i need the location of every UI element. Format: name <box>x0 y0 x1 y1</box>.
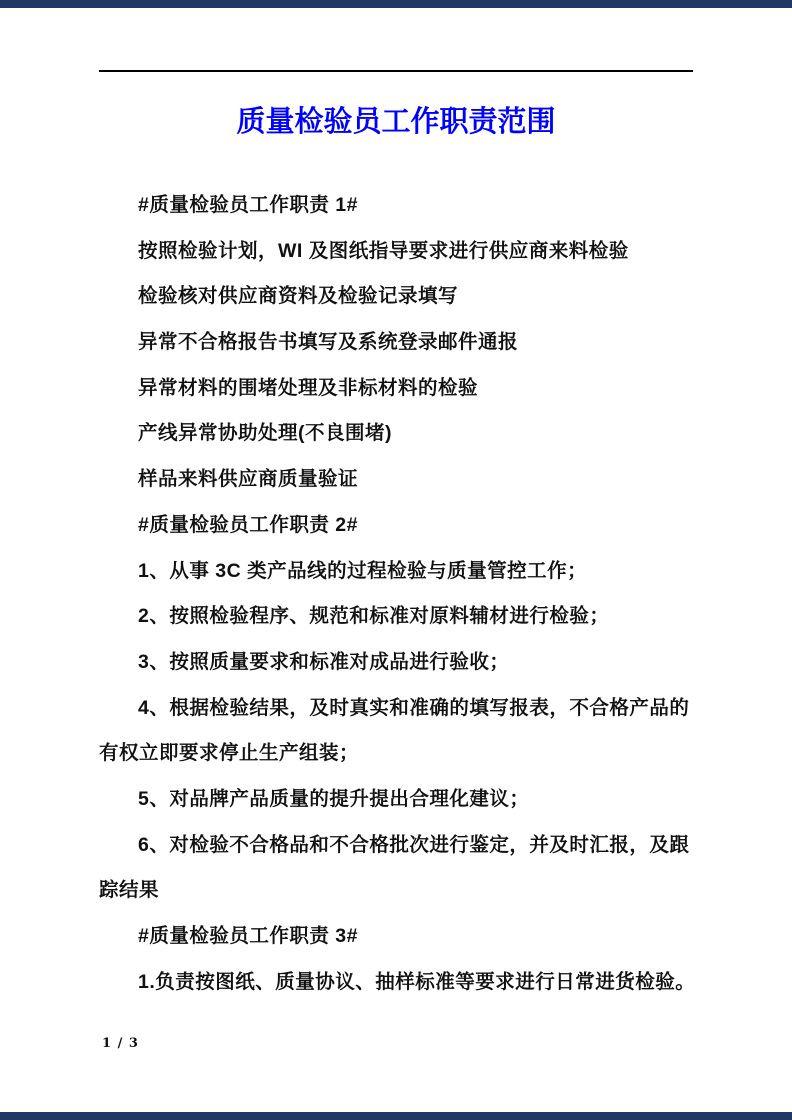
paragraph-line: 异常不合格报告书填写及系统登录邮件通报 <box>138 331 519 354</box>
page-title: 质量检验员工作职责范围 <box>236 106 556 138</box>
paragraph-line: #质量检验员工作职责 3# <box>138 925 358 947</box>
paragraph-line: 5、对品牌产品质量的提升提出合理化建议； <box>138 787 530 810</box>
paragraph-line: 异常材料的围堵处理及非标材料的检验 <box>138 376 479 399</box>
paragraph-line: 样品来料供应商质量验证 <box>138 468 359 491</box>
page-number-indicator: 1 / 3 <box>102 1036 139 1051</box>
paragraph-line: 1.负责按图纸、质量协议、抽样标准等要求进行日常进货检验。 <box>138 970 696 993</box>
bottom-edge-bar <box>0 1112 792 1120</box>
paragraph-line: 检验核对供应商资料及检验记录填写 <box>138 285 459 308</box>
paragraph-line: 1、从事 3C 类产品线的过程检验与质量管控工作； <box>138 559 588 582</box>
document-body <box>99 183 696 1005</box>
paragraph-line: 2、按照检验程序、规范和标准对原料辅材进行检验； <box>138 605 610 628</box>
paragraph-line: #质量检验员工作职责 1# <box>138 194 358 216</box>
paragraph-line: 3、按照质量要求和标准对成品进行验收； <box>138 650 510 673</box>
top-edge-bar <box>0 0 792 8</box>
paragraph-line: 踪结果 <box>99 879 160 902</box>
header-divider <box>99 70 693 72</box>
paragraph-line: 按照检验计划，WI 及图纸指导要求进行供应商来料检验 <box>138 239 629 262</box>
paragraph-line: 4、根据检验结果，及时真实和准确的填写报表，不合格产品的 <box>138 696 690 719</box>
paragraph-line: 6、对检验不合格品和不合格批次进行鉴定，并及时汇报，及跟 <box>138 833 690 856</box>
paragraph-line: 产线异常协助处理(不良围堵) <box>138 422 392 445</box>
paragraph-line: #质量检验员工作职责 2# <box>138 513 358 536</box>
paragraph-line: 有权立即要求停止生产组装； <box>99 742 360 765</box>
